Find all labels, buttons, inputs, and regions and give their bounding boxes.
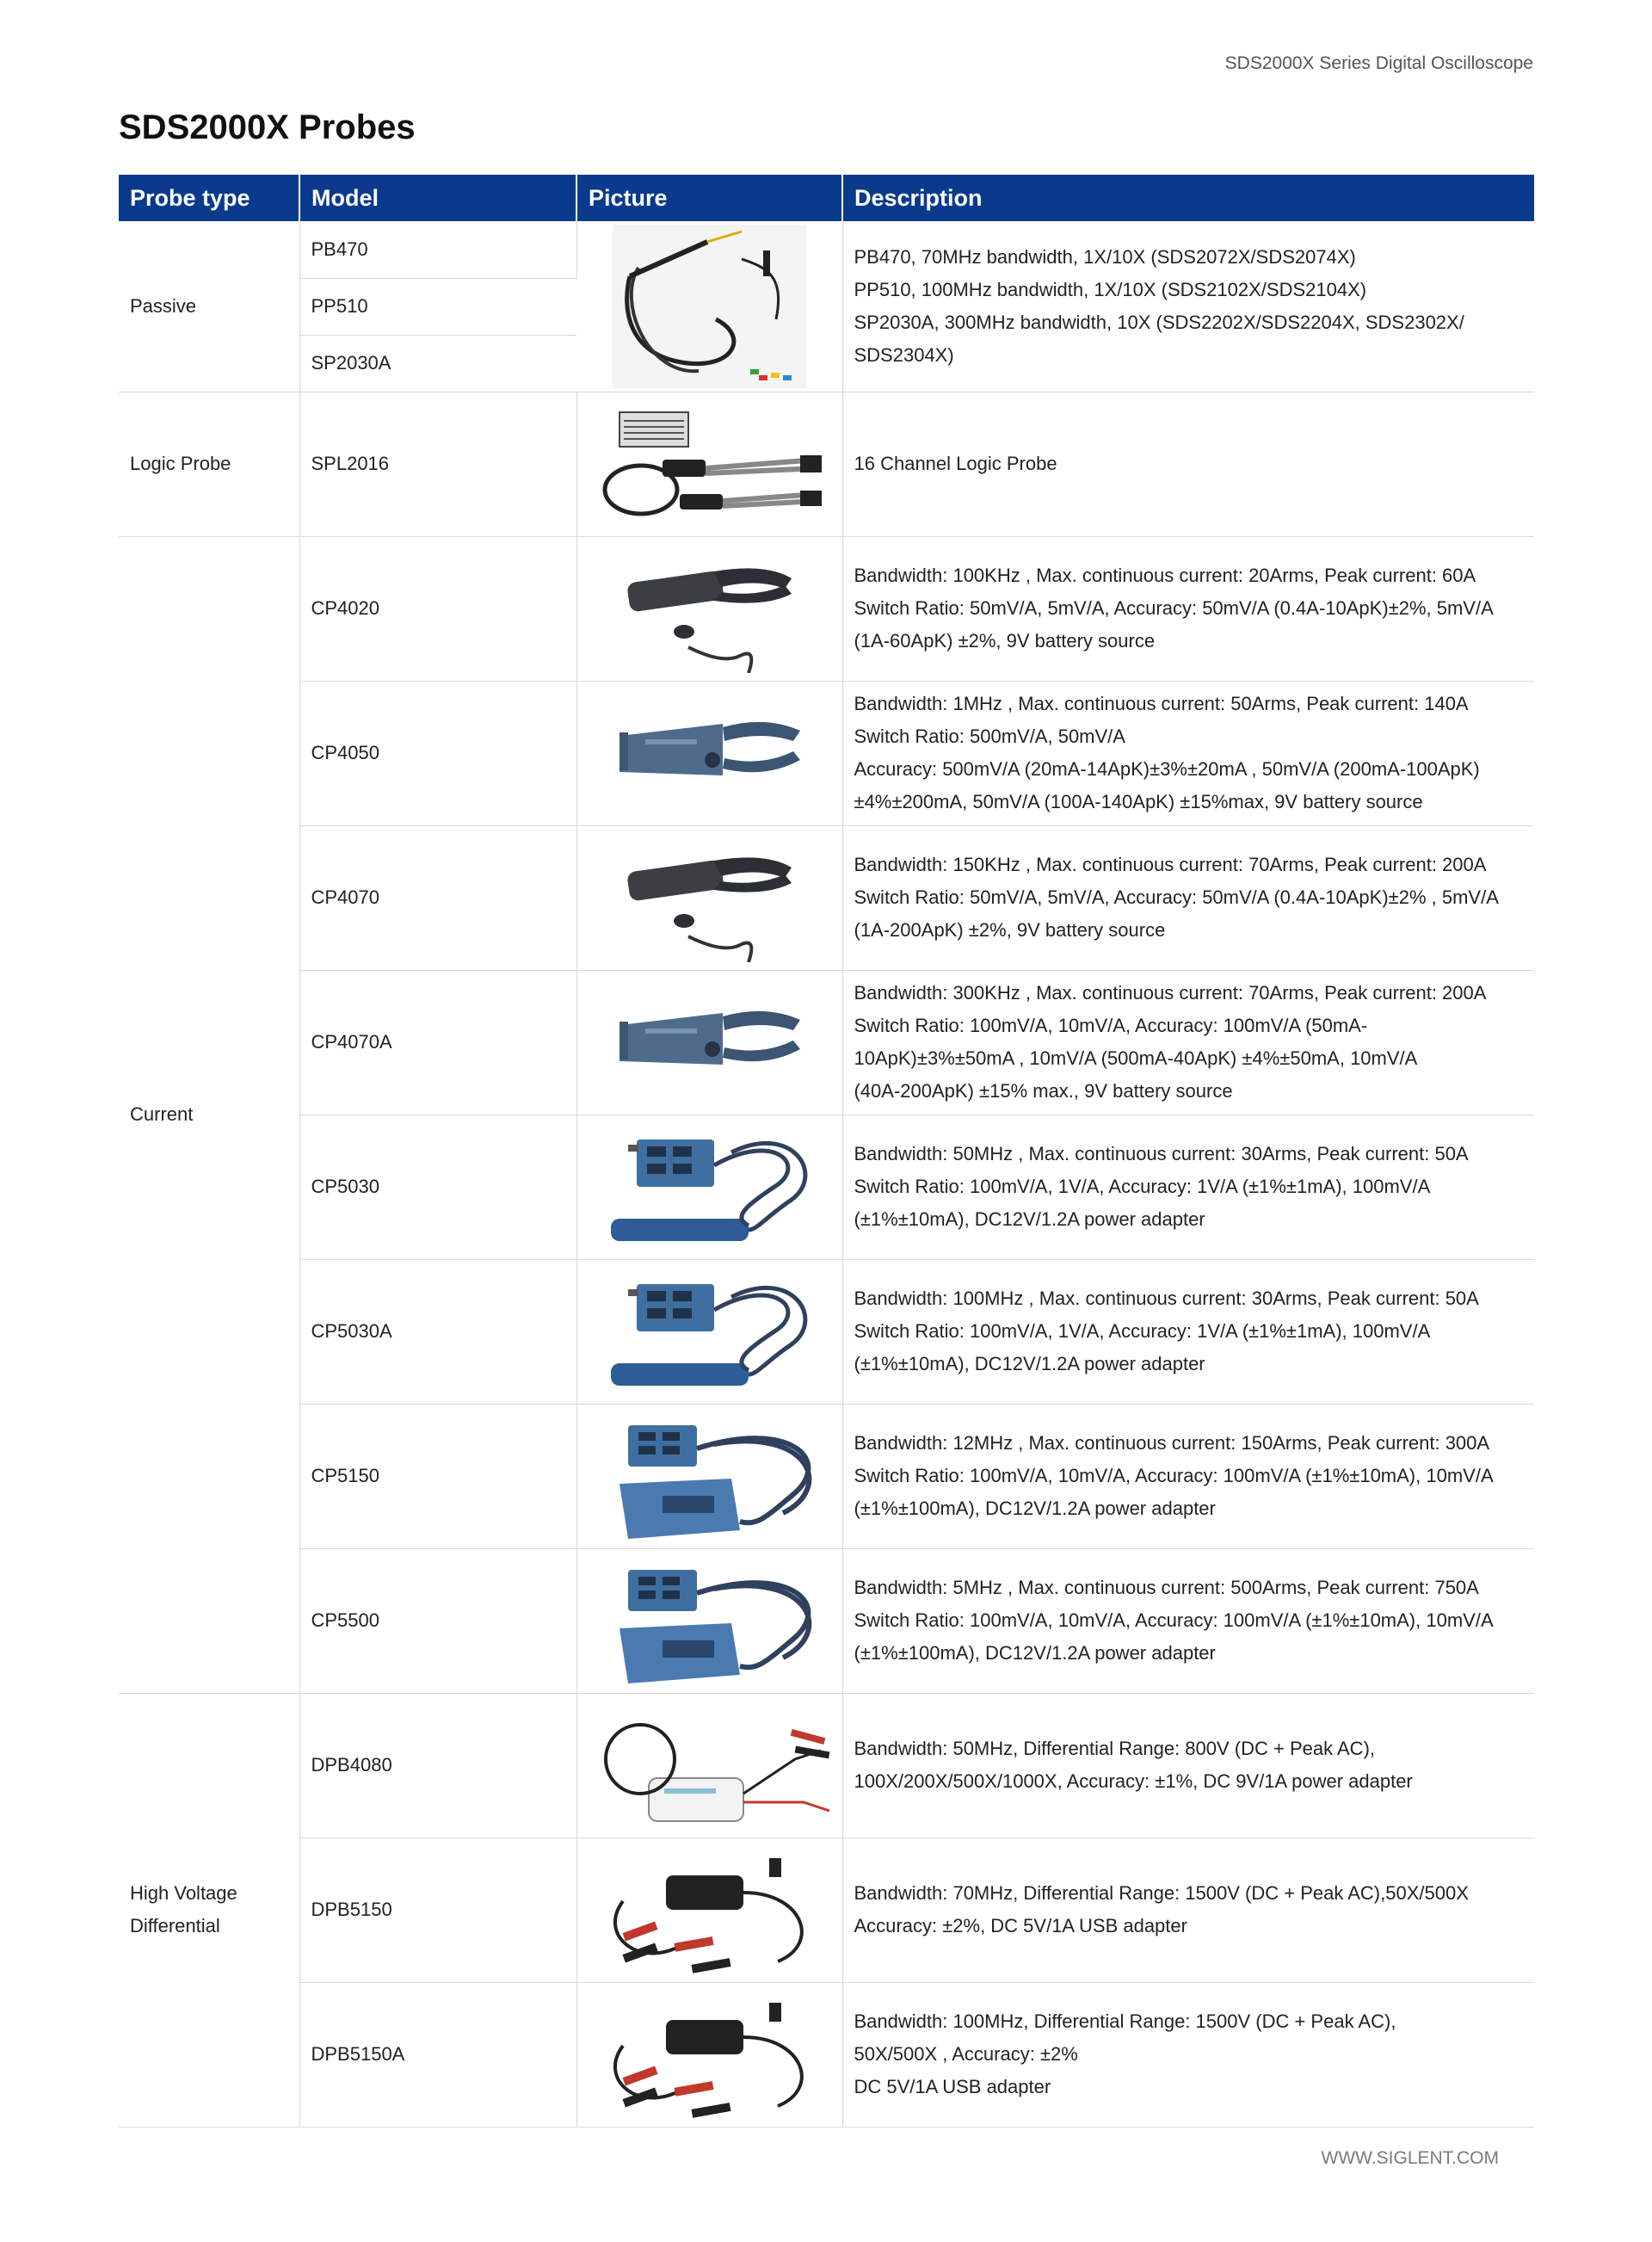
description-line: Switch Ratio: 100mV/A, 1V/A, Accuracy: 1V/A (±1%±1mA), 100mV/A <box>854 1320 1431 1342</box>
probe-picture <box>576 681 842 825</box>
column-header-description: Description <box>842 175 1534 221</box>
table-row <box>119 825 1534 970</box>
description-line: Bandwidth: 1MHz , Max. continuous current: 50Arms, Peak current: 140A <box>854 693 1469 714</box>
logic-probe-icon <box>594 408 826 520</box>
table-row <box>119 681 1534 825</box>
description-cell <box>842 536 1534 681</box>
probe-picture <box>576 1693 842 1837</box>
table-row <box>119 1693 1534 1837</box>
table-row <box>119 1982 1534 2127</box>
description-line: (±1%±100mA), DC12V/1.2A power adapter <box>854 1498 1216 1519</box>
probe-type-line: High Voltage <box>130 1882 237 1904</box>
description-line: Accuracy: 500mV/A (20mA-14ApK)±3%±20mA , 50mV/A (200mA-100ApK) <box>854 758 1480 780</box>
differential-probe-white-icon <box>589 1699 838 1832</box>
description-line: (±1%±100mA), DC12V/1.2A power adapter <box>854 1642 1216 1664</box>
model-cell: CP4020 <box>299 536 576 681</box>
probe-picture <box>576 970 842 1115</box>
description-line: 16 Channel Logic Probe <box>854 453 1057 474</box>
description-line: Bandwidth: 100KHz , Max. continuous current: 20Arms, Peak current: 60A <box>854 565 1476 586</box>
model-cell: DPB5150 <box>299 1837 576 1982</box>
description-line: (1A-60ApK) ±2%, 9V battery source <box>854 630 1156 652</box>
description-line: (40A-200ApK) ±15% max., 9V battery source <box>854 1080 1233 1102</box>
description-line: Bandwidth: 5MHz , Max. continuous current: 500Arms, Peak current: 750A <box>854 1577 1479 1598</box>
description-line: PB470, 70MHz bandwidth, 1X/10X (SDS2072X/SDS2074X) <box>854 245 1356 268</box>
description-cell <box>842 392 1534 536</box>
description-cell <box>842 1837 1534 1982</box>
probe-picture <box>576 1837 842 1982</box>
probe-type-cell: Logic Probe <box>119 392 299 536</box>
description-line: SDS2304X) <box>854 343 954 366</box>
large-current-probe-icon <box>594 1410 826 1543</box>
table-row <box>119 1404 1534 1548</box>
probe-type-line: Differential <box>130 1915 220 1936</box>
description-line: Switch Ratio: 100mV/A, 10mV/A, Accuracy: 100mV/A (±1%±10mA), 10mV/A <box>854 1609 1494 1631</box>
description-line: Switch Ratio: 50mV/A, 5mV/A, Accuracy: 50mV/A (0.4A-10ApK)±2% , 5mV/A <box>854 886 1499 908</box>
model-cell: CP5150 <box>299 1404 576 1548</box>
description-line: Bandwidth: 12MHz , Max. continuous current: 150Arms, Peak current: 300A <box>854 1432 1490 1454</box>
description-cell <box>842 1982 1534 2127</box>
description-cell <box>842 970 1534 1115</box>
probes-table <box>119 175 1534 2128</box>
table-row <box>119 392 1534 536</box>
model-cell: CP4050 <box>299 681 576 825</box>
description-cell <box>842 1548 1534 1693</box>
description-line: Bandwidth: 70MHz, Differential Range: 1500V (DC + Peak AC),50X/500X <box>854 1882 1469 1904</box>
description-line: Bandwidth: 100MHz , Max. continuous current: 30Arms, Peak current: 50A <box>854 1288 1479 1309</box>
description-line: (±1%±10mA), DC12V/1.2A power adapter <box>854 1353 1205 1374</box>
description-line: Bandwidth: 50MHz, Differential Range: 800V (DC + Peak AC), <box>854 1738 1376 1759</box>
column-header-model: Model <box>299 175 576 221</box>
description-cell <box>842 825 1534 970</box>
table-row <box>119 221 1534 278</box>
table-row <box>119 536 1534 681</box>
large-current-probe-icon <box>594 1554 826 1688</box>
probe-picture <box>576 825 842 970</box>
description-line: PP510, 100MHz bandwidth, 1X/10X (SDS2102X/SDS2104X) <box>854 278 1367 300</box>
passive-probe-icon <box>613 225 806 388</box>
model-cell: CP5030A <box>299 1259 576 1404</box>
model-cell: PP510 <box>299 278 576 335</box>
description-line: SP2030A, 300MHz bandwidth, 10X (SDS2202X/SDS2204X, SDS2302X/ <box>854 311 1464 333</box>
probe-picture <box>576 536 842 681</box>
description-cell <box>842 221 1534 392</box>
description-line: 10ApK)±3%±50mA , 10mV/A (500mA-40ApK) ±4%±50mA, 10mV/A <box>854 1047 1418 1069</box>
probe-picture <box>576 1404 842 1548</box>
probe-type-cell: Passive <box>119 221 299 392</box>
column-header-probe-type: Probe type <box>119 175 299 221</box>
description-line: (1A-200ApK) ±2%, 9V battery source <box>854 919 1166 941</box>
description-line: Switch Ratio: 100mV/A, 10mV/A, Accuracy: 100mV/A (50mA- <box>854 1015 1368 1036</box>
description-line: 50X/500X , Accuracy: ±2% <box>854 2043 1078 2065</box>
table-row <box>119 1837 1534 1982</box>
description-line: (±1%±10mA), DC12V/1.2A power adapter <box>854 1208 1205 1230</box>
description-cell <box>842 1693 1534 1837</box>
hf-current-probe-icon <box>594 1267 826 1396</box>
model-cell: CP4070 <box>299 825 576 970</box>
description-line: 100X/200X/500X/1000X, Accuracy: ±1%, DC 9V/1A power adapter <box>854 1770 1413 1792</box>
model-cell: CP4070A <box>299 970 576 1115</box>
footer-url: WWW.SIGLENT.COM <box>1321 2148 1499 2168</box>
probe-type-cell <box>119 1693 299 2127</box>
table-row <box>119 1259 1534 1404</box>
hf-current-probe-icon <box>594 1122 826 1251</box>
table-header-row <box>119 175 1534 221</box>
description-cell <box>842 1115 1534 1259</box>
probe-picture <box>576 221 842 392</box>
clamp-probe-icon <box>594 544 826 673</box>
model-cell: SP2030A <box>299 335 576 392</box>
model-cell: DPB5150A <box>299 1982 576 2127</box>
model-cell: SPL2016 <box>299 392 576 536</box>
table-row <box>119 970 1534 1115</box>
probe-picture <box>576 1548 842 1693</box>
description-cell <box>842 1259 1534 1404</box>
table-row <box>119 1115 1534 1259</box>
description-line: Switch Ratio: 50mV/A, 5mV/A, Accuracy: 50mV/A (0.4A-10ApK)±2%, 5mV/A <box>854 597 1494 619</box>
differential-probe-black-icon <box>589 1986 838 2123</box>
clamp-probe-icon <box>594 833 826 962</box>
clamp-probe-dial-icon <box>594 982 826 1102</box>
probe-picture <box>576 392 842 536</box>
description-line: Switch Ratio: 100mV/A, 10mV/A, Accuracy: 100mV/A (±1%±10mA), 10mV/A <box>854 1465 1494 1486</box>
description-line: Bandwidth: 50MHz , Max. continuous current: 30Arms, Peak current: 50A <box>854 1143 1469 1164</box>
description-line: Switch Ratio: 100mV/A, 1V/A, Accuracy: 1V/A (±1%±1mA), 100mV/A <box>854 1176 1431 1197</box>
model-cell: CP5500 <box>299 1548 576 1693</box>
column-header-picture: Picture <box>576 175 842 221</box>
description-line: Bandwidth: 100MHz, Differential Range: 1500V (DC + Peak AC), <box>854 2010 1396 2032</box>
description-line: Switch Ratio: 500mV/A, 50mV/A <box>854 726 1125 747</box>
description-line: DC 5V/1A USB adapter <box>854 2076 1051 2097</box>
table-row <box>119 1548 1534 1693</box>
model-cell: DPB4080 <box>299 1693 576 1837</box>
model-cell: PB470 <box>299 221 576 278</box>
probe-picture <box>576 1115 842 1259</box>
description-cell <box>842 681 1534 825</box>
description-cell <box>842 1404 1534 1548</box>
clamp-probe-dial-icon <box>594 693 826 813</box>
page-title: SDS2000X Probes <box>119 108 416 146</box>
description-line: ±4%±200mA, 50mV/A (100A-140ApK) ±15%max, 9V battery source <box>854 791 1423 812</box>
model-cell: CP5030 <box>299 1115 576 1259</box>
document-header: SDS2000X Series Digital Oscilloscope <box>1224 53 1533 73</box>
probe-type-cell: Current <box>119 536 299 1693</box>
probe-picture <box>576 1982 842 2127</box>
description-line: Bandwidth: 300KHz , Max. continuous current: 70Arms, Peak current: 200A <box>854 982 1487 1004</box>
description-line: Accuracy: ±2%, DC 5V/1A USB adapter <box>854 1915 1187 1936</box>
probe-picture <box>576 1259 842 1404</box>
differential-probe-black-icon <box>589 1841 838 1979</box>
description-line: Bandwidth: 150KHz , Max. continuous current: 70Arms, Peak current: 200A <box>854 854 1487 875</box>
